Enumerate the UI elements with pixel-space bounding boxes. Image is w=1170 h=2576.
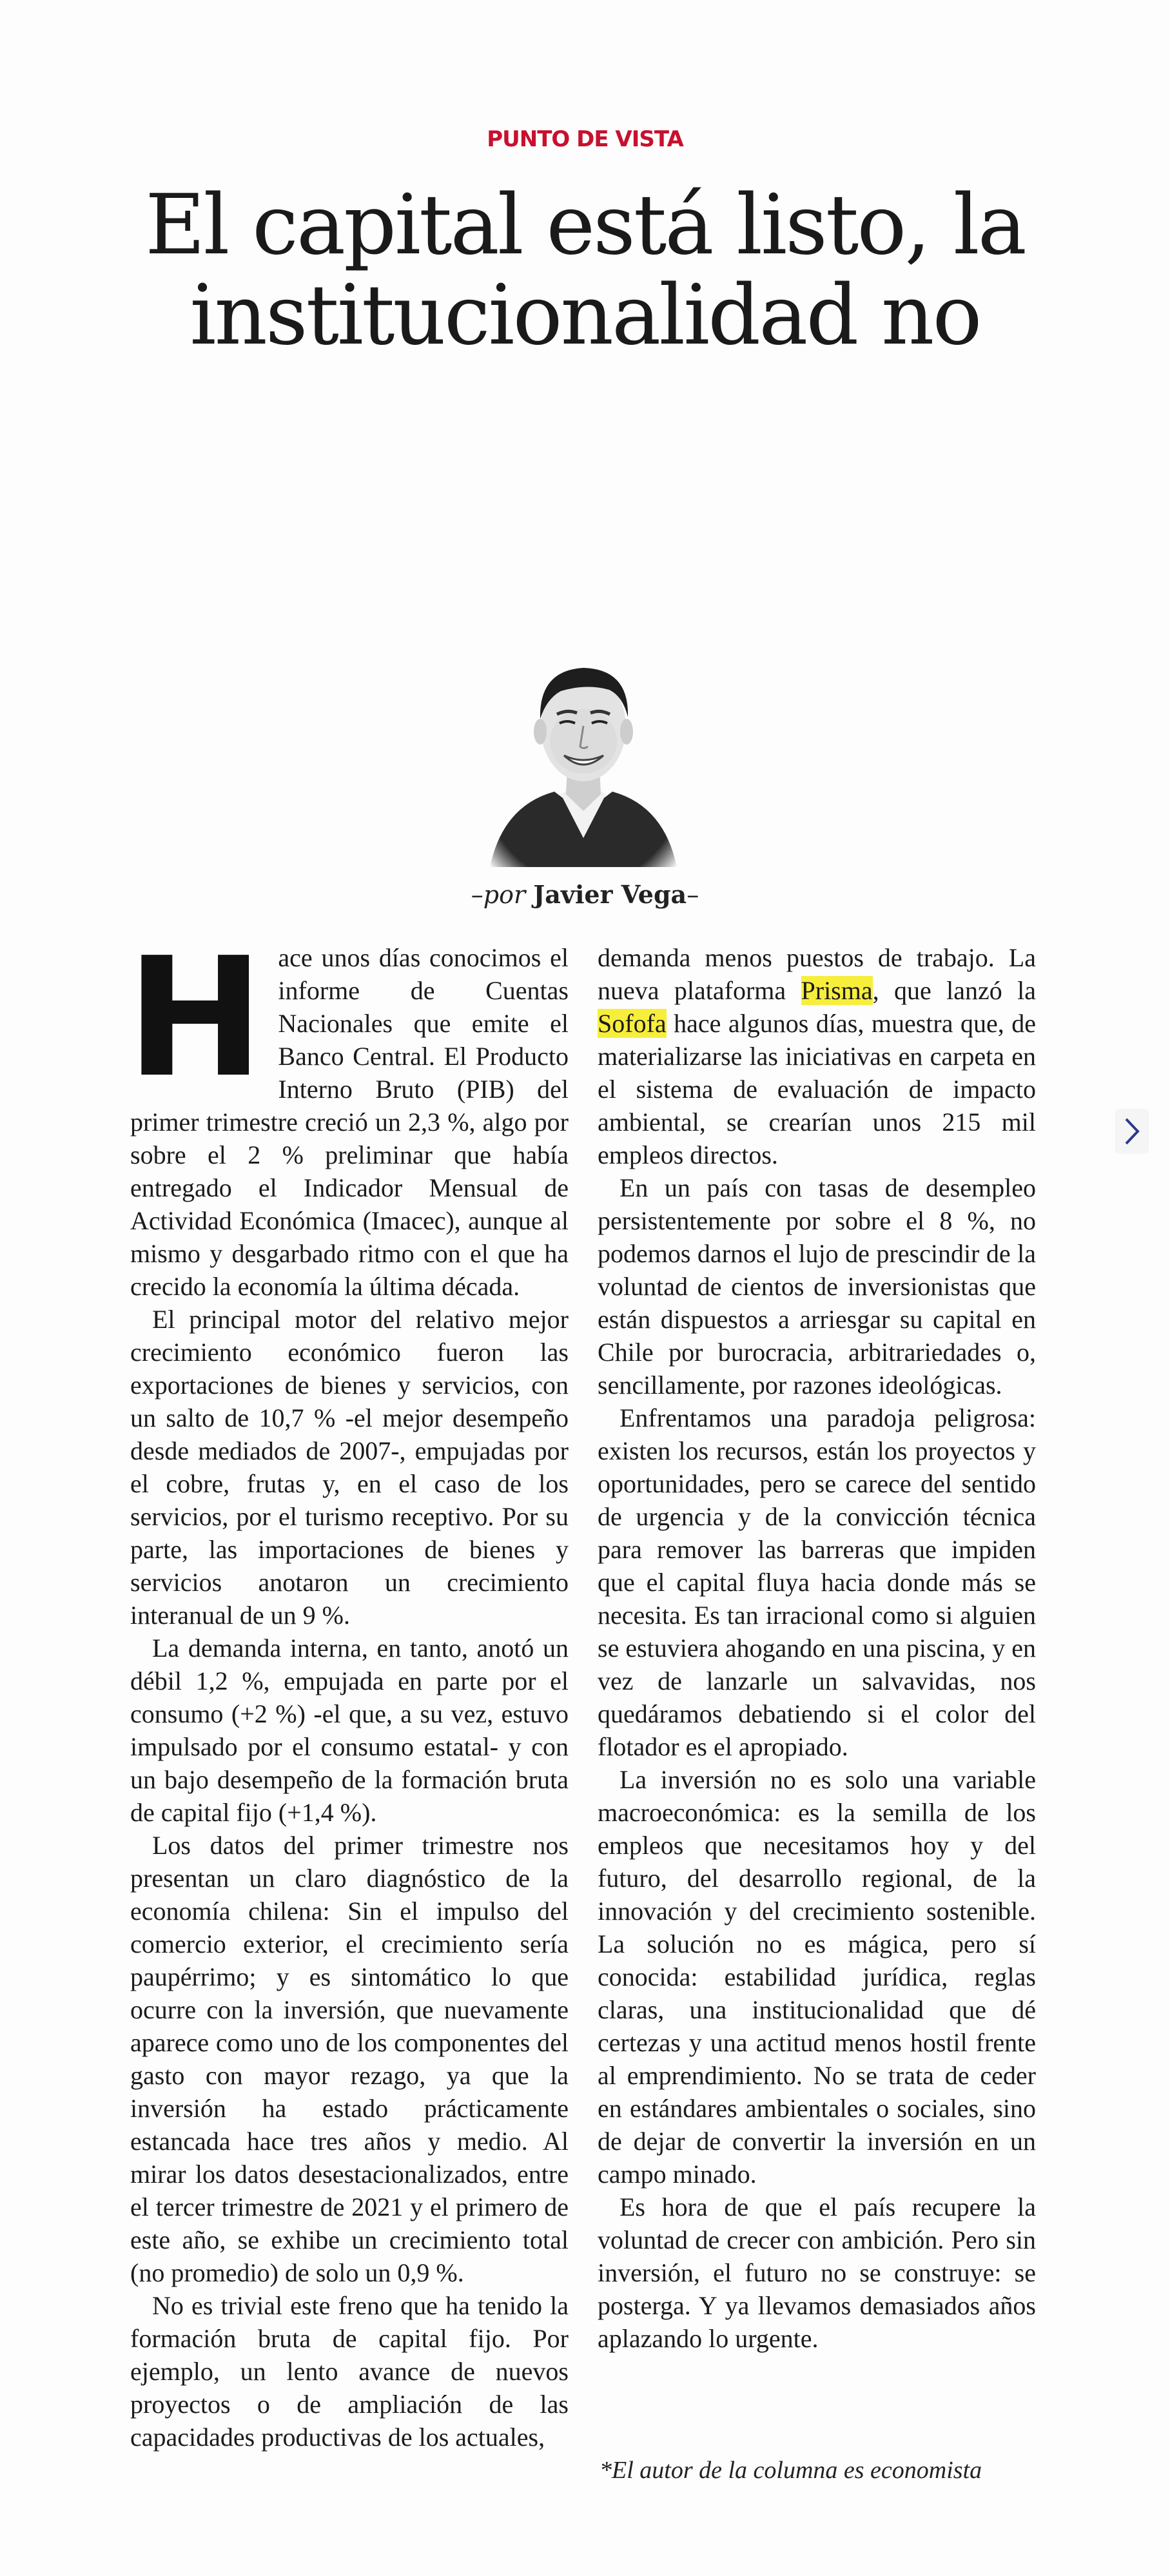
- paragraph: Hace unos días conocimos el informe de Cuentas Nacionales que emite el Banco Central. El Producto Interno Bruto (PIB) del primer trimestre creció un 2,3 %, algo por sobre el 2 % preliminar que había entregado el Indicador Mensual de Actividad Económica (Imacec), aunque al mismo y desgarbado ritmo con el que ha crecido la economía la última década.: [126, 922, 569, 1301]
- author-portrait: [477, 645, 690, 877]
- next-page-button[interactable]: [1115, 1109, 1149, 1154]
- paragraph: demanda menos puestos de trabajo. La nueva plataforma Prisma, que lanzó la Sofofa hace algunos días, muestra que, de materializarse las iniciativas en carpeta en el sistema de evaluación de impacto ambiental, se crearían unos 215 mil empleos directos.: [598, 943, 1036, 1169]
- byline: [0, 880, 1170, 909]
- paragraph: En un país con tasas de desempleo persistentemente por sobre el 8 %, no podemos darnos el lujo de prescindir de la voluntad de cientos de inversionistas que están dispuestos a arriesgar su capital en Chile por burocracia, arbitrariedades o, sencillamente, por razones ideológicas.: [598, 1173, 1036, 1400]
- paragraph: El principal motor del relativo mejor crecimiento económico fueron las exportaciones de bienes y servicios, con un salto de 10,7 % -el mejor desempeño desde mediados de 2007-, empujadas por el cobre, frutas y, en el caso de los servicios, por el turismo receptivo. Por su parte, las importaciones de bienes y servicios anotaron un crecimiento interanual de un 9 %.: [130, 1305, 569, 1630]
- drop-cap: H: [126, 922, 264, 1114]
- paragraph: La demanda interna, en tanto, anotó un débil 1,2 %, empujada en parte por el consumo (+2 %) -el que, a su vez, estuvo impulsado por el consumo estatal- y con un bajo desempeño de la formación bruta de capital fijo (+1,4 %).: [130, 1634, 569, 1827]
- chevron-right-icon: [1122, 1117, 1142, 1146]
- author-footnote: *El autor de la columna es economista: [600, 2457, 982, 2484]
- paragraph: Enfrentamos una paradoja peligrosa: existen los recursos, están los proyectos y oportunidades, pero se carece del sentido de urgencia y de la convicción técnica para remover las barreras que impiden que el capital fluya hacia donde más se necesita. Es tan irracional como si alguien se estuviera ahogando en una piscina, y en vez de lanzarle un salvavidas, nos quedáramos debatiendo si el color del flotador es el apropiado.: [598, 1403, 1036, 1761]
- paragraph: Los datos del primer trimestre nos presentan un claro diagnóstico de la economía chilena: Sin el impulso del comercio exterior, el crecimiento sería paupérrimo; y es sintomático lo que ocurre con la inversión, que nuevamente aparece como uno de los componentes del gasto con mayor rezago, ya que la inversión ha estado prácticamente estancada hace tres años y medio. Al mirar los datos desestacionalizados, entre el tercer trimestre de 2021 y el primero de este año, se exhibe un crecimiento total (no promedio) de solo un 0,9 %.: [130, 1831, 569, 2287]
- highlight-prisma: Prisma: [801, 976, 873, 1005]
- byline-suffix: –: [687, 881, 699, 909]
- section-kicker: PUNTO DE VISTA: [487, 126, 683, 152]
- article-column-right: [598, 941, 1036, 2355]
- author-name: Javier Vega: [533, 880, 687, 909]
- paragraph: Es hora de que el país recupere la voluntad de crecer con ambición. Pero sin inversión, el futuro no se construye: se posterga. Y ya llevamos demasiados años aplazando lo urgente.: [598, 2192, 1036, 2353]
- headline: El capital está listo, la institucionalidad no: [145, 177, 1025, 364]
- highlight-sofofa: Sofofa: [598, 1009, 667, 1038]
- byline-prefix: –por: [471, 881, 526, 909]
- paragraph: La inversión no es solo una variable macroeconómica: es la semilla de los empleos que necesitamos hoy y del futuro, del desarrollo regional, de la innovación y del crecimiento sostenible. La solución no es mágica, pero sí conocida: estabilidad jurídica, reglas claras, una institucionalidad que dé certezas y una actitud menos hostil frente al emprendimiento. No se trata de ceder en estándares ambientales o sociales, sino de dejar de convertir la inversión en un campo minado.: [598, 1765, 1036, 2189]
- paragraph: No es trivial este freno que ha tenido la formación bruta de capital fijo. Por ejemplo, un lento avance de nuevos proyectos o de ampliación de las capacidades productivas de los actuales,: [130, 2291, 569, 2452]
- article-column-left: [126, 922, 569, 2454]
